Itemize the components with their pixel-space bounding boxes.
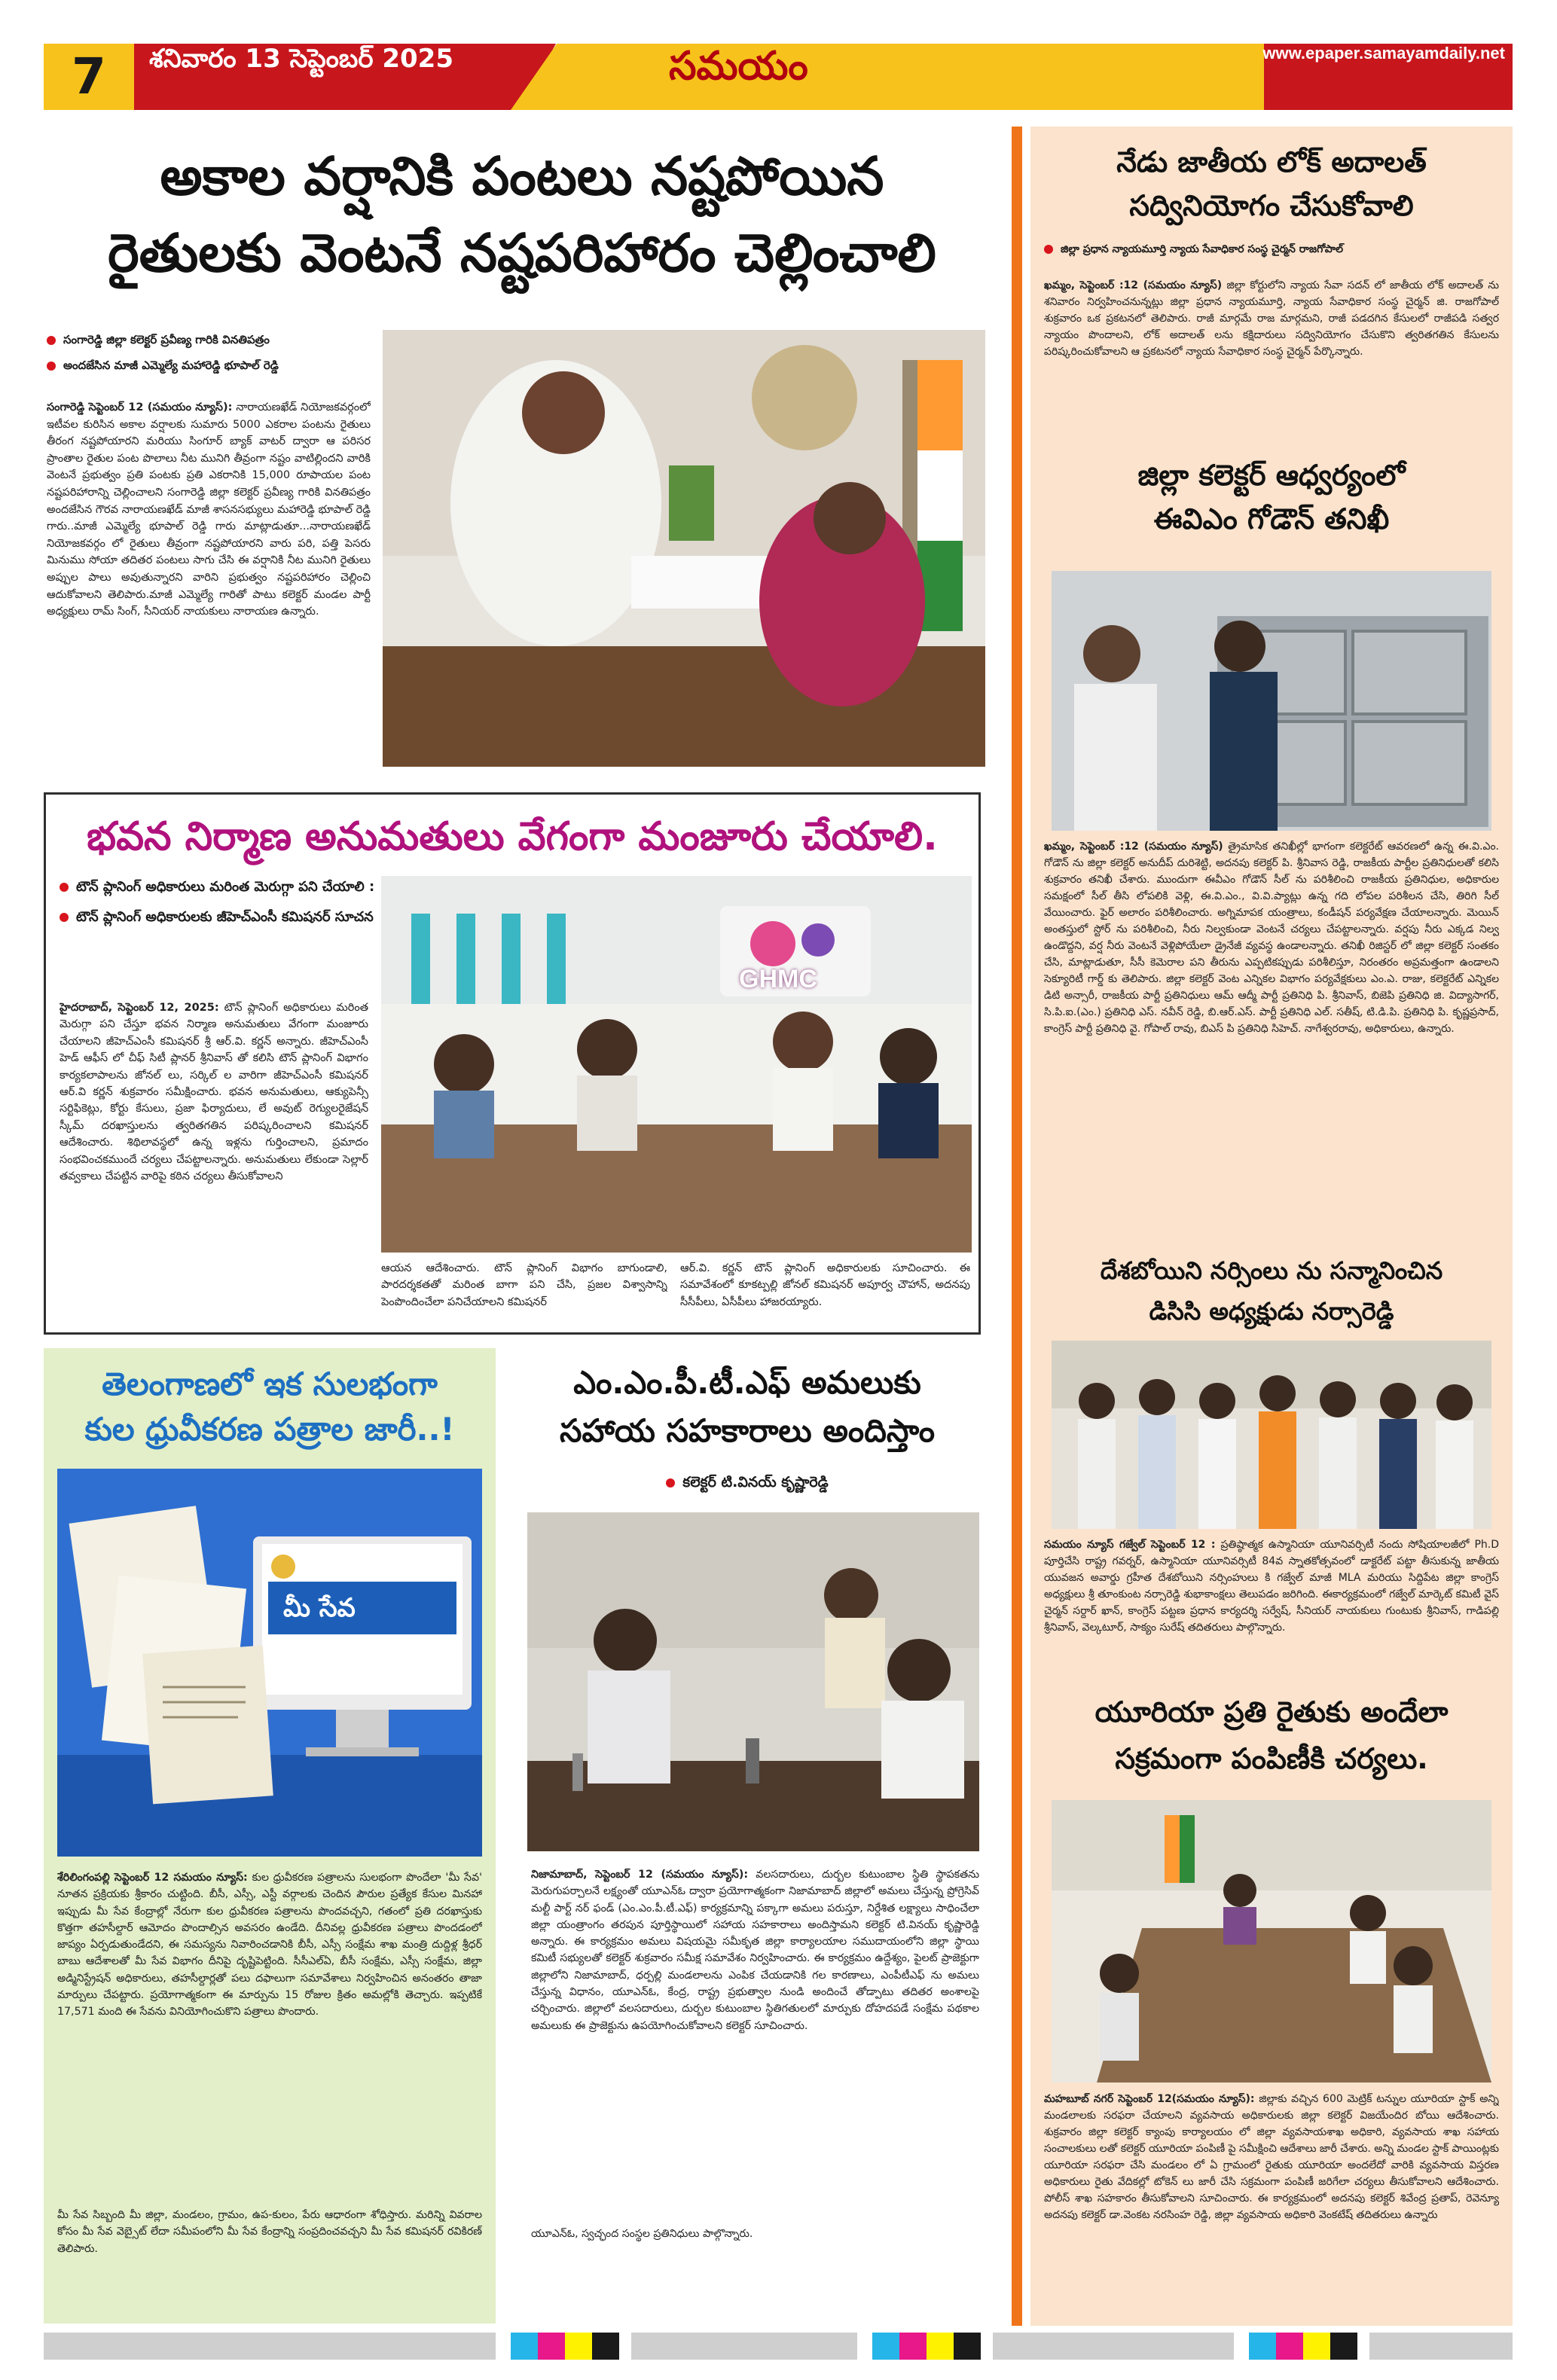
lead-headline-line1: అకాల వర్షానికి పంటలు నష్టపోయిన: [160, 145, 884, 207]
mmptf-body: [531, 1866, 979, 2220]
gray-bar: [993, 2333, 1234, 2360]
urea-review-meeting-illustration: [1052, 1800, 1491, 2082]
caste-body: [57, 1869, 482, 2201]
mee-seva-screen-label: మీ సేవ: [283, 1593, 356, 1623]
gray-bar: [1369, 2333, 1513, 2360]
evm-godown-illustration: [1052, 571, 1491, 831]
certificate-monitor-illustration: [57, 1469, 482, 1857]
swatch-yellow: [565, 2333, 592, 2360]
ghmc-bullets: [60, 876, 376, 929]
mmptf-headline-line2: సహాయ సహకారాలు అందిస్తాం: [559, 1412, 936, 1449]
lead-headline-line2: రైతులకు వెంటనే నష్టపరిహారం చెల్లించాలి: [108, 222, 936, 284]
ghmc-bullet: టౌన్ ప్లానింగ్ అధికారులు మరింత మెరుగ్గా పని చేయాలి :: [60, 876, 376, 899]
evm-body-text: త్రైమాసిక తనిఖీల్లో భాగంగా కలెక్టరేట్ ఆవరణలో ఉన్న ఈ.వి.ఎం. గోడౌన్ ను జిల్లా కలెక్టర్ అనుదీప్ దురిశెట్టి, అదనపు కలెక్టర్ పి. శ్రీనివాస రెడ్డి, రాజకీయ పార్టీల ప్రతినిధులతో కలిసి శుక్రవారం తనిఖీ చేశారు. ముందుగా ఈవీఎం గోడౌన్ సీల్ ను పరిశీలించి రాజకీయ ప్రతినిధుల, అధికారుల సమక్షంలో సీల్ తీసి లోపలికి వెళ్లి, ఈ.వి.ఎం., వి.వి.ప్యాట్లు ఉన్న గది లోపల పరిశీలన చేసి, తిరిగి సీల్ వేయించారు. ఫైర్ అలారం పరిశీలించారు. అగ్నిమాపక యంత్రాలు, కండీషన్ పర్యవేక్షణ చేయాలన్నారు. మెయిన్ అంతస్తులో స్టోర్ ను పరిశీలించి, నీరు నిల్వకుండా వెంటనే చర్యలు చేపట్టాలన్నారు. వర్షపు నీరు ఎక్కడ నిల్వ ఉండొద్దని, వర్ష నీరు వెంటనే వెళ్లిపోయేలా డ్రైనేజీ వ్యవస్థ ఉండాలన్నారు. తనిఖీ రిజిస్టర్ లో జిల్లా కలెక్టర్ సంతకం చేసి, మాట్లాడుతూ, సీసీ కెమెరాల పని తీరును ఎప్పటికప్పుడు పరిశీలిస్తూ, నిరంతరం అప్రమత్తంగా ఉండాలని సెక్యూరిటీ గార్డ్ కు తెలిపారు. జిల్లా కలెక్టర్ వెంట ఎన్నికల విభాగం పర్యవేక్షకులు ఎం.ఎ. రాజు, కలెక్టరేట్ ఎన్నికల డిటి అన్సారీ, రాజకీయ పార్టీ ప్రతినిధులు ఆమ్ ఆద్మీ పార్టీ ప్రతినిధి పి. శ్రీనివాస్, బిజెపి ప్రతినిధి జి. విద్యాసాగర్, సి.పి.ఐ.(ఎం.) ప్రతినిధి ఎస్. నవీన్ రెడ్డి, బి.ఆర్.ఎస్. పార్టీ ప్రతినిధి ఎల్. సతీష్, టి.డి.పి. ప్రతినిధి పి. కృష్ణప్రసాద్, కాంగ్రెస్ పార్టీ ప్రతినిధి వై. గోపాల్ రావు, బిఎస్ పి ప్రతినిధి సిహెచ్. నాగేశ్వరరావు, అధికారులు, ఉన్నారు.: [1044, 841, 1499, 1035]
lok-adalat-headline-line2: సద్వినియోగం చేసుకోవాలి: [1129, 189, 1414, 222]
ghmc-body-col2: ఆయన ఆదేశించారు. టౌన్ ప్లానింగ్ విభాగం బాగుండాలి, పారదర్శకతతో మరింత బాగా పని చేసి, ప్రజల విశ్వాసాన్ని పెంపొందించేలా పనిచేయాలని కమిషనర్: [381, 1262, 667, 1308]
felicitation-dateline: సమయం న్యూస్ గజ్వేల్ సెప్టెంబర్ 12 :: [1044, 1539, 1216, 1551]
lok-adalat-body-text: జిల్లా కోర్టులోని న్యాయ సేవా సదన్ లో జాతీయ లోక్ అదాలత్ ను శనివారం నిర్వహించనున్నట్లు జిల్లా ప్రధాన న్యాయమూర్తి, న్యాయ సేవాధికార సంస్థ చైర్మన్ జి. రాజగోపాల్ శుక్రవారం ఒక ప్రకటనలో తెలిపారు. రాజీ మార్గమే రాజ మార్గమని, రాజీ పడదగిన కేసులలో రాజీపడి సత్వర న్యాయం పొందాలని, లోక్ అదాలత్ లను కక్షిదారులు సద్వినియోగం చేసుకొని త్వరితగతిన కేసులను పరిష్కరించుకోవాలని ఆ ప్రకటనలో న్యాయ సేవాధికార సంస్థ చైర్మన్ పేర్కొన్నారు.: [1044, 279, 1499, 358]
lead-photo: [383, 330, 985, 767]
evm-photo: [1052, 571, 1491, 831]
evm-dateline: ఖమ్మం, సెప్టెంబర్ :12 (సమయం న్యూస్): [1044, 841, 1223, 853]
lead-bullet: సంగారెడ్డి జిల్లా కలెక్టర్ ప్రవీణ్య గారికి వినతిపత్రం: [47, 330, 371, 349]
lead-body-text: నారాయణఖేడ్ నియోజకవర్గంలో ఇటీవల కురిసిన అకాల వర్షాలకు సుమారు 5000 ఎకరాల పంటను రైతులు తీరంగ నష్టపోయారని మరియు సింగూర్ బ్యాక్ వాటర్ ద్వారా ఆ పరిసర ప్రాంతాల రైతుల పంట పొలాలు నీట మునిగి తీవ్రంగా నష్టం వాటిల్లిందని వారికి వెంటనే ప్రభుత్వం ప్రతి పంటకు ప్రతి ఎకరానికి 15,000 రూపాయల పంట నష్టపరిహారాన్ని చెల్లించాలని సంగారెడ్డి జిల్లా కలెక్టర్ ప్రవీణ్య గారికి వినతిపత్రం అందజేసిన గౌరవ నారాయణఖేడ్ మాజీ శాసనసభ్యులు మహారెడ్డి భూపాల్ రెడ్డి గారు..మాజీ ఎమ్మెల్యే భూపాల్ రెడ్డి గారు మాట్లాడుతూ...నారాయణఖేడ్ నియోజకవర్గం లో రైతులు తీవ్రంగా నష్టపోయారని వారు పరి, పత్తి పెసరు మినుము సోయా తదితర పంటలు సాగు చేసి ఈ వర్షానికి నీట మునిగి రైతులు అప్పుల పాలు అవుతున్నారని వారిని ప్రభుత్వం నష్టపరిహారం చెల్లించి ఆదుకోవాలని తెలిపారు.మాజీ ఎమ్మెల్యే గారితో పాటు కలెక్టర్ మండల పార్టీ అధ్యక్షులు రామ్ సింగ్, సీనియర్ నాయకులు నారాయణ ఉన్నారు.: [47, 401, 371, 618]
lead-body: [47, 399, 371, 776]
evm-headline-line2: ఈవిఎం గోడౌన్ తనిఖీ: [1153, 502, 1390, 536]
paper-name: సమయం: [669, 44, 808, 89]
urea-body-text: జిల్లాకు వచ్చిన 600 మెట్రిక్ టన్నుల యూరియా స్టాక్ అన్ని మండలాలకు సరఫరా చేయాలని వ్యవసాయ అధికారులకు జిల్లా కలెక్టర్ విజయేందిర బోయి ఆదేశించారు. శుక్రవారం జిల్లా కలెక్టర్ క్యాంపు కార్యాలయం లో జిల్లా వ్యవసాయశాఖ అధికారి, వ్యవసాయ శాఖ సహాయ సంచాలకులు లతో కలెక్టర్ యూరియా పంపిణీ పై సమీక్షించి ఆదేశాలు జారీ చేశారు. అన్ని మండల స్టాక్ పాయింట్లకు యూరియా సరఫరా చేసి మండలం లో ఏ గ్రామంలో రైతుకు యూరియా అందలేదో వారికి వ్యవసాయ విస్తరణ అధికారులు రైతు వేదికల్లో టోకెన్ లు జారీ చేసి సక్రమంగా పంపిణీ జరిగేలా చర్యలు తీసుకోవాలని ఆదేశించారు. పోలీస్ శాఖ సహకారం తీసుకోవాలని సూచించారు. ఈ కార్యక్రమంలో అదనపు కలెక్టర్ శివేంద్ర ప్రతాప్, రెవెన్యూ అదనపు కలెక్టర్ డా.వెంకట నరసింహ రెడ్డి, జిల్లా వ్యవసాయ అధికారి వెంకటేష్ తదితరులు ఉన్నారు: [1044, 2093, 1499, 2221]
ghmc-body: [60, 999, 368, 1316]
ghmc-photo: [381, 876, 972, 1253]
caste-headline-line1: తెలంగాణలో ఇక సులభంగా: [102, 1365, 438, 1402]
mmptf-meeting-illustration: [527, 1512, 979, 1851]
bullet-dot-icon: [1044, 245, 1053, 254]
swatch-cyan: [511, 2333, 538, 2360]
lok-adalat-bullet: జిల్లా ప్రధాన న్యాయమూర్తి న్యాయ సేవాధికార సంస్థ చైర్మన్ రాజగోపాల్: [1044, 240, 1504, 259]
bullet-dot-icon: [666, 1478, 675, 1488]
ghmc-body-col3: ఆర్.వి. కర్ణన్ టౌన్ ప్లానింగ్ అధికారులకు సూచించారు. ఈ సమావేశంలో కూకట్పల్లి జోనల్ కమిషనర్ అపూర్వ చౌహాన్, అదనపు సీసీపీలు, ఏసీపీలు హాజరయ్యారు.: [680, 1262, 970, 1308]
mmptf-body-text: వలసదారులు, దుర్బల కుటుంబాల స్థితి స్థాపకతను మెరుగుపర్చాలనే లక్ష్యంతో యూఎన్ఓ ద్వారా ప్రయోగాత్మకంగా నిజామాబాద్ జిల్లాలో అమలు చేస్తున్న ప్రోగ్రెసివ్ మల్టీ పార్ట్ నర్ ఫండ్ (ఎం.ఎం.పీ.టీ.ఎఫ్) కార్యక్రమాన్ని పక్కాగా అమలు పరుస్తూ, నిర్దేశిత లక్ష్యాలు సాధించేలా జిల్లా యంత్రాంగం తరపున పూర్తిస్థాయిలో సహాయ సహకారాలు అందిస్తామని కలెక్టర్ టి.వినయ్ కృష్ణారెడ్డి అన్నారు. ఈ కార్యక్రమం అమలు విషయమై సమీకృత జిల్లా కార్యాలయాల సముదాయంలోని జిల్లా స్థాయి కమిటీ సభ్యులతో కలెక్టర్ శుక్రవారం సమీక్ష సమావేశం నిర్వహించారు. ఈ కార్యక్రమం ఉద్దేశ్యం, పైలట్ ప్రాజెక్టుగా జిల్లాలోని నిజామాబాద్, ధర్పల్లి మండలాలను ఎంపిక చేయడానికి గల కారణాలు, ఎంపీటీఎఫ్ ను అమలు చేస్తున్న విధానం, యూఎన్ఓ, కేంద్ర, రాష్ట్ర ప్రభుత్వాల నుండి అందించే తోడ్పాటు తదితర అంశాలపై చర్చించారు. జిల్లాలో వలసదారులు, దుర్బల కుటుంబాల స్థితిగతులలో మార్పుకు దోహదపడే సంక్షేమ పథకాల అమలుకు ఈ ప్రాజెక్టును ఉపయోగించుకోవాలని కలెక్టర్ సూచించారు.: [531, 1869, 979, 2032]
mmptf-dateline: నిజామాబాద్, సెప్టెంబర్ 12 (సమయం న్యూస్):: [531, 1869, 749, 1881]
lok-adalat-body: [1044, 277, 1499, 447]
lok-adalat-dateline: ఖమ్మం, సెప్టెంబర్ :12 (సమయం న్యూస్): [1044, 279, 1223, 291]
felicitation-body: [1044, 1536, 1499, 1695]
right-column: [1030, 127, 1513, 2326]
swatch-cyan: [872, 2333, 899, 2360]
swatch-black: [954, 2333, 981, 2360]
ghmc-article-box: [44, 792, 981, 1335]
urea-body: [1044, 2091, 1499, 2320]
evm-headline-line1: జిల్లా కలెక్టర్ ఆధ్వర్యంలో: [1137, 459, 1406, 492]
swatch-black: [1330, 2333, 1357, 2360]
urea-headline-line2: సక్రమంగా పంపిణీకి చర్యలు.: [1115, 1742, 1428, 1775]
page-number: 7: [44, 44, 134, 110]
masthead: [44, 44, 1513, 110]
caste-body-text: కుల ధ్రువీకరణ పత్రాలను సులభంగా పొందేలా 'మీ సేవ' నూతన ప్రక్రియకు శ్రీకారం చుట్టింది. బీసీ, ఎస్సీ, ఎస్టీ వర్గాలకు చెందిన పౌరుల ప్రత్యేక కేసుల మినహా ఇప్పుడు మీ సేవ కేంద్రాల్లో నేరుగా కుల ధ్రువీకరణ పత్రాలను పొందవచ్చని, గతంలో ప్రతి దరఖాస్తుకు కొత్తగా తహసీల్దార్ ఆమోదం పొందాల్సిన అవసరం ఉండేది. దీనివల్ల ధ్రువీకరణ పత్రాలు పొందడంలో జాప్యం ఏర్పడుతుండేదని, ఈ సమస్యను నివారించడానికి బీసీ, ఎస్సీ సంక్షేమ శాఖ మంత్రి దుద్దిళ్ల శ్రీధర్ బాబు ఆదేశాలతో మీ సేవ విభాగం దీనిపై దృష్టిపెట్టింది. సీసీఎల్ఏ, బీసీ సంక్షేమ, ఎస్సీ సంక్షేమ, జిల్లా అడ్మినిస్ట్రేషన్ అధికారులు, తహసీల్దార్లతో పలు దఫాలుగా సమావేశాలు నిర్వహించిన అనంతరం తాజా మార్పులు చేపట్టారు. ప్రయోగాత్మకంగా ఈ మార్పును 15 రోజుల క్రితం అమల్లోకి తెచ్చారు. ఇప్పటికే 17,571 మంది ఈ సేవను వినియోగించుకొని పత్రాలు పొందారు.: [57, 1872, 482, 2018]
swatch-yellow: [927, 2333, 954, 2360]
epaper-url[interactable]: www.epaper.samayamdaily.net: [1262, 44, 1505, 63]
caste-certificate-box: [44, 1348, 496, 2324]
ghmc-body-text: టౌన్ ప్లానింగ్ అధికారులు మరింత మెరుగ్గా పని చేస్తూ భవన నిర్మాణ అనుమతులు వేగంగా మంజూరు చేయాలని జీహెచ్ఎంసీ కమిషనర్ శ్రీ ఆర్.వి. కర్ణన్ అన్నారు. జీహెచ్ఎంసీ హెడ్ ఆఫీస్ లో చీఫ్ సిటీ ప్లానర్ శ్రీనివాస్ తో కలిసి టౌన్ ప్లానింగ్ విభాగం కార్యకలాపాలను జోనల్ లు, సర్కిల్ ల వారిగా జీహెచ్ఎంసీ కమిషనర్ ఆర్.వి కర్ణన్ శుక్రవారం సమీక్షించారు. భవన అనుమతులు, ఆక్యుపెన్సీ సర్టిఫికెట్లు, కోర్టు కేసులు, ప్రజా ఫిర్యాదులు, లే అవుట్ రెగ్యులరైజేషన్ స్కీమ్ దరఖాస్తులను త్వరితగతిన పరిష్కరించాలని కమిషనర్ ఆదేశించారు. శిథిలావస్థలో ఉన్న ఇళ్లను గుర్తించాలని, ప్రమాదం సంభవించకముందే చర్యలు చేపట్టాలన్నారు. అనుమతులు లేకుండా సెల్లార్ తవ్వకాలు చేపట్టిన వారిపై కఠిన చర్యలు తీసుకోవాలని: [60, 1002, 368, 1183]
felicitation-photo: [1052, 1341, 1491, 1529]
petition-photo-illustration: [383, 330, 985, 767]
mee-seva-graphic: [57, 1469, 482, 1857]
masthead-yellow-band: [511, 44, 1279, 110]
felicitation-group-illustration: [1052, 1341, 1491, 1529]
gray-bar: [44, 2333, 496, 2360]
bullet-dot-icon: [47, 336, 56, 345]
caste-dateline: శేరిలింగంపల్లి సెప్టెంబర్ 12 సమయం న్యూస్:: [57, 1872, 248, 1884]
mmptf-byline: కలెక్టర్ టి.వినయ్ కృష్ణారెడ్డి: [506, 1472, 988, 1492]
swatch-magenta: [1276, 2333, 1303, 2360]
swatch-black: [592, 2333, 619, 2360]
urea-dateline: మహబూబ్ నగర్ సెప్టెంబర్ 12(సమయం న్యూస్):: [1044, 2093, 1255, 2105]
swatch-yellow: [1303, 2333, 1330, 2360]
lead-dateline: సంగారెడ్డి సెప్టెంబర్ 12 (సమయం న్యూస్):: [47, 401, 233, 413]
felicitation-headline-line2: డిసిసి అధ్యక్షుడు నర్సారెడ్డి: [1149, 1297, 1394, 1326]
issue-date: శనివారం 13 సెప్టెంబర్ 2025: [149, 44, 453, 74]
swatch-magenta: [538, 2333, 565, 2360]
mmptf-headline-line1: ఎం.ఎం.పీ.టీ.ఎఫ్ అమలుకు: [573, 1364, 921, 1401]
felicitation-body-text: ప్రతిష్ఠాత్మక ఉస్మానియా యూనివర్సిటీ నందు సోషియాలజీలో Ph.D పూర్తిచేసి రాష్ట్ర గవర్నర్, ఉస్మానియా యూనివర్సిటీ 84వ స్నాతకోత్సవంలో డాక్టరేట్ పట్టా తీసుకున్న జాతీయ యువజన అవార్డు గ్రహీత దేశబోయిని నర్సింహులు కి గజ్వేల్ మాజీ MLA మరియు సిద్దిపేట జిల్లా కాంగ్రెస్ అధ్యక్షులు శ్రీ తూంకుంట నర్సారెడ్డి శుభాకాంక్షలు తెలుపడం జరిగింది. ఈకార్యక్రమంలో గజ్వేల్ మార్కెట్ కమిటీ వైస్ చైర్మన్ సర్దార్ ఖాన్, కాంగ్రెస్ పట్టణ ప్రధాన కార్యదర్శి సర్వేష్, సీనియర్ నాయకులు గుంటుకు శ్రీనివాస్, గాడిపల్లి శ్రీనివాస్, వెల్కటూర్, సాక్యం సురేష్ తదితరులు పాల్గొన్నారు.: [1044, 1539, 1499, 1634]
urea-photo: [1052, 1800, 1491, 2082]
ghmc-headline: భవన నిర్మాణ అనుమతులు వేగంగా మంజూరు చేయాలి.: [87, 814, 938, 859]
swatch-magenta: [899, 2333, 927, 2360]
ghmc-meeting-illustration: [381, 876, 972, 1253]
lok-adalat-headline-line1: నేడు జాతీయ లోక్ అదాలత్: [1116, 145, 1427, 178]
print-registration-strip: [44, 2333, 1513, 2360]
mmptf-photo: [527, 1512, 979, 1851]
felicitation-headline-line1: దేశబోయిని నర్సింలు ను సన్మానించిన: [1100, 1256, 1443, 1285]
ghmc-dateline: హైదరాబాద్, సెప్టెంబర్ 12, 2025:: [60, 1002, 219, 1014]
right-column-divider: [1012, 127, 1022, 2326]
caste-body-tail: మీ సేవ సిబ్బంది మీ జిల్లా, మండలం, గ్రామం, ఉప-కులం, పేరు ఆధారంగా శోధిస్తారు. మరిన్ని వివరాల కోసం మీ సేవ వెబ్సైట్ లేదా సమీపంలోని మీ సేవ కేంద్రాన్ని సంప్రదించవచ్చని మీ సేవ కమిషనర్ రవికిరణ్ తెలిపారు.: [57, 2209, 482, 2255]
bullet-dot-icon: [60, 913, 69, 922]
caste-headline-line2: కుల ధ్రువీకరణ పత్రాల జారీ..!: [84, 1411, 455, 1448]
lead-bullets: [47, 330, 371, 375]
bullet-dot-icon: [60, 883, 69, 892]
mmptf-body-tail: యూఎన్ఓ, స్వచ్ఛంద సంస్థల ప్రతినిధులు పాల్గొన్నారు.: [531, 2228, 753, 2240]
ghmc-bullet: టౌన్ ప్లానింగ్ అధికారులకు జీహెచ్ఎంసీ కమిషనర్ సూచన: [60, 906, 376, 929]
urea-headline-line1: యూరియా ప్రతి రైతుకు అందేలా: [1094, 1695, 1449, 1729]
lead-bullet: అందజేసిన మాజీ ఎమ్మెల్యే మహారెడ్డి భూపాల్ రెడ్డి: [47, 355, 371, 375]
swatch-cyan: [1249, 2333, 1276, 2360]
gray-bar: [631, 2333, 857, 2360]
evm-body: [1044, 838, 1499, 1260]
bullet-dot-icon: [47, 362, 56, 371]
ghmc-logo-sign: GHMC: [739, 965, 817, 993]
